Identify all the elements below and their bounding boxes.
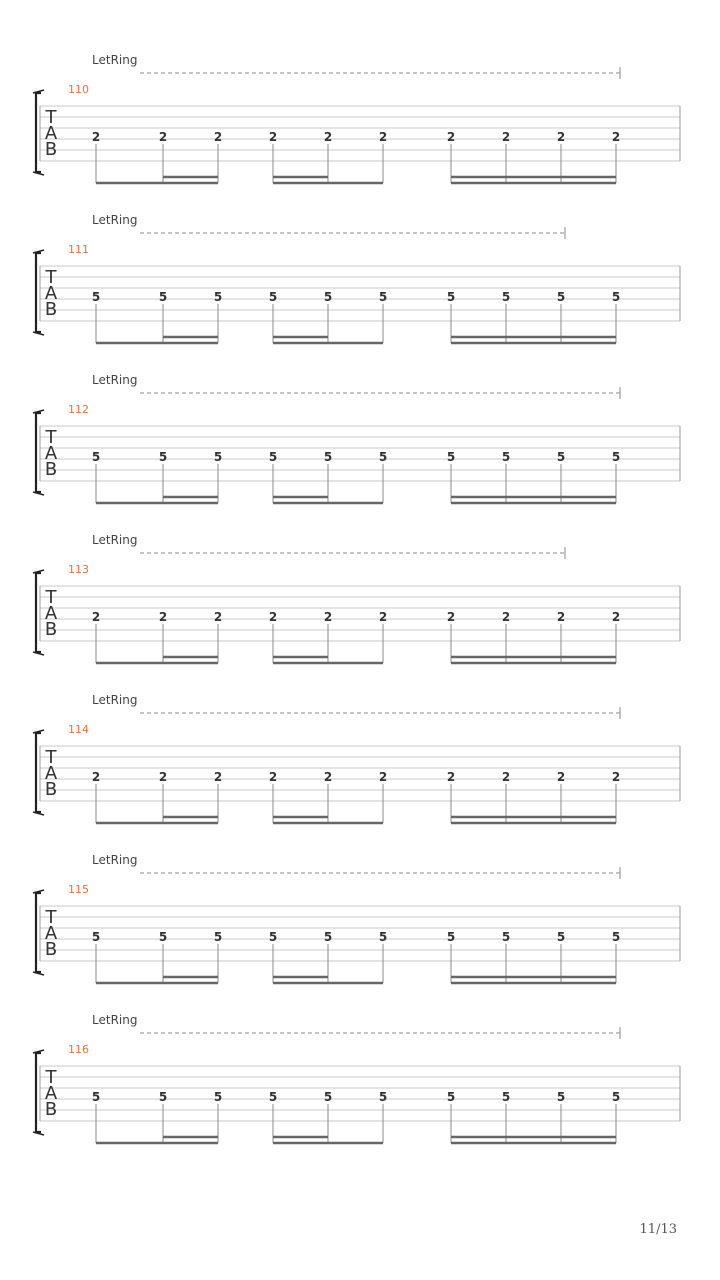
fret-number: 5: [91, 450, 101, 464]
fret-number: 2: [501, 610, 511, 624]
fret-number: 2: [158, 770, 168, 784]
let-ring-label: LetRing: [92, 373, 138, 387]
fret-number: 2: [91, 610, 101, 624]
tab-system: [33, 373, 680, 503]
fret-number: 2: [323, 130, 333, 144]
measure-number: 113: [68, 563, 89, 576]
fret-number: 5: [91, 290, 101, 304]
fret-number: 5: [213, 930, 223, 944]
fret-number: 5: [268, 930, 278, 944]
tab-system: [33, 213, 680, 343]
tab-system: [33, 1013, 680, 1143]
fret-number: 5: [446, 290, 456, 304]
let-ring-label: LetRing: [92, 213, 138, 227]
tab-clef-letter: B: [44, 939, 58, 960]
fret-number: 2: [611, 130, 621, 144]
fret-number: 2: [158, 610, 168, 624]
fret-number: 5: [158, 450, 168, 464]
fret-number: 5: [556, 1090, 566, 1104]
fret-number: 5: [268, 290, 278, 304]
tab-clef-letter: B: [44, 299, 58, 320]
tab-clef-letter: A: [44, 763, 58, 784]
fret-number: 5: [611, 450, 621, 464]
fret-number: 2: [556, 770, 566, 784]
fret-number: 2: [91, 130, 101, 144]
fret-number: 2: [213, 770, 223, 784]
tab-system: [33, 853, 680, 983]
fret-number: 2: [501, 770, 511, 784]
measure-number: 114: [68, 723, 89, 736]
fret-number: 2: [158, 130, 168, 144]
fret-number: 5: [446, 930, 456, 944]
tab-clef-letter: B: [44, 619, 58, 640]
tab-clef-letter: T: [45, 587, 57, 608]
fret-number: 5: [213, 290, 223, 304]
fret-number: 2: [268, 770, 278, 784]
fret-number: 2: [323, 770, 333, 784]
tab-clef-letter: A: [44, 603, 58, 624]
fret-number: 5: [213, 450, 223, 464]
fret-number: 5: [158, 290, 168, 304]
fret-number: 2: [501, 130, 511, 144]
fret-number: 2: [268, 610, 278, 624]
fret-number: 2: [91, 770, 101, 784]
fret-number: 5: [91, 1090, 101, 1104]
tab-clef-letter: T: [45, 907, 57, 928]
measure-number: 112: [68, 403, 89, 416]
tab-clef-letter: A: [44, 123, 58, 144]
fret-number: 5: [501, 290, 511, 304]
tab-clef-letter: A: [44, 1083, 58, 1104]
fret-number: 5: [323, 1090, 333, 1104]
measure-number: 110: [68, 83, 89, 96]
tab-clef-letter: B: [44, 1099, 58, 1120]
fret-number: 5: [158, 930, 168, 944]
tab-clef-letter: B: [44, 459, 58, 480]
fret-number: 2: [268, 130, 278, 144]
fret-number: 2: [323, 610, 333, 624]
fret-number: 5: [556, 450, 566, 464]
fret-number: 5: [611, 930, 621, 944]
fret-number: 5: [323, 930, 333, 944]
fret-number: 5: [378, 290, 388, 304]
fret-number: 2: [611, 610, 621, 624]
fret-number: 2: [446, 610, 456, 624]
fret-number: 2: [378, 610, 388, 624]
fret-number: 5: [378, 1090, 388, 1104]
tab-system: [33, 53, 680, 183]
let-ring-label: LetRing: [92, 853, 138, 867]
tab-clef-letter: T: [45, 1067, 57, 1088]
tab-clef-letter: A: [44, 923, 58, 944]
fret-number: 5: [378, 930, 388, 944]
fret-number: 5: [268, 450, 278, 464]
measure-number: 116: [68, 1043, 89, 1056]
let-ring-label: LetRing: [92, 693, 138, 707]
fret-number: 2: [556, 130, 566, 144]
fret-number: 5: [323, 450, 333, 464]
page-number: 11/13: [639, 1222, 677, 1237]
fret-number: 5: [501, 1090, 511, 1104]
let-ring-label: LetRing: [92, 53, 138, 67]
fret-number: 5: [446, 450, 456, 464]
fret-number: 5: [611, 1090, 621, 1104]
tab-clef-letter: T: [45, 747, 57, 768]
tab-clef-letter: T: [45, 267, 57, 288]
fret-number: 5: [268, 1090, 278, 1104]
tab-clef-letter: A: [44, 283, 58, 304]
fret-number: 5: [556, 930, 566, 944]
let-ring-label: LetRing: [92, 533, 138, 547]
fret-number: 2: [213, 130, 223, 144]
fret-number: 5: [158, 1090, 168, 1104]
fret-number: 5: [556, 290, 566, 304]
fret-number: 5: [501, 450, 511, 464]
fret-number: 2: [556, 610, 566, 624]
fret-number: 5: [378, 450, 388, 464]
measure-number: 115: [68, 883, 89, 896]
tab-clef-letter: B: [44, 139, 58, 160]
fret-number: 5: [91, 930, 101, 944]
tab-clef-letter: A: [44, 443, 58, 464]
measure-number: 111: [68, 243, 89, 256]
fret-number: 2: [611, 770, 621, 784]
fret-number: 2: [213, 610, 223, 624]
tab-system: [33, 693, 680, 823]
fret-number: 5: [323, 290, 333, 304]
fret-number: 2: [446, 770, 456, 784]
fret-number: 2: [378, 130, 388, 144]
tab-clef-letter: T: [45, 427, 57, 448]
fret-number: 5: [213, 1090, 223, 1104]
fret-number: 5: [611, 290, 621, 304]
fret-number: 5: [446, 1090, 456, 1104]
tab-clef-letter: T: [45, 107, 57, 128]
fret-number: 2: [446, 130, 456, 144]
tab-clef-letter: B: [44, 779, 58, 800]
let-ring-label: LetRing: [92, 1013, 138, 1027]
fret-number: 5: [501, 930, 511, 944]
fret-number: 2: [378, 770, 388, 784]
tab-system: [33, 533, 680, 663]
